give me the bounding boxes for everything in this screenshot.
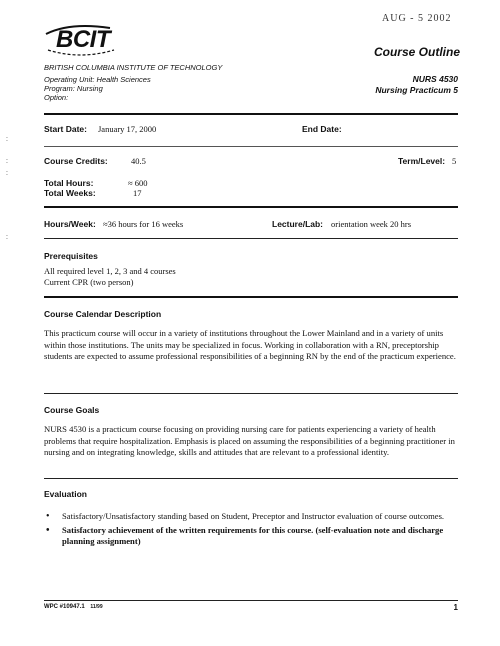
evaluation-item: • Satisfactory/Unsatisfactory standing based on Student, Preceptor and Instructor evaluation of course outcomes. xyxy=(44,511,458,523)
divider xyxy=(44,146,458,147)
divider xyxy=(44,113,458,115)
scan-mark: : xyxy=(6,170,8,177)
footer-divider xyxy=(44,600,458,601)
prerequisite-item: Current CPR (two person) xyxy=(44,277,134,287)
end-date-label: End Date: xyxy=(302,124,342,134)
option: Option: xyxy=(44,93,69,102)
doc-id: WPC #10947.1 xyxy=(44,604,85,610)
divider xyxy=(44,206,458,208)
scan-mark: : xyxy=(6,158,8,165)
start-date-value: January 17, 2000 xyxy=(98,124,157,134)
evaluation-heading: Evaluation xyxy=(44,489,87,499)
calendar-heading: Course Calendar Description xyxy=(44,309,162,319)
document-type: Course Outline xyxy=(373,45,460,59)
prerequisites-heading: Prerequisites xyxy=(44,251,98,261)
total-weeks-value: 17 xyxy=(133,188,142,198)
hours-week-label: Hours/Week: xyxy=(44,219,96,229)
hours-week-value: ≈36 hours for 16 weeks xyxy=(103,219,184,229)
credits-value: 40.5 xyxy=(131,156,146,166)
credits-label: Course Credits: xyxy=(44,156,108,166)
institute-name: BRITISH COLUMBIA INSTITUTE OF TECHNOLOGY xyxy=(44,63,223,72)
scan-mark: : xyxy=(6,234,8,241)
goals-heading: Course Goals xyxy=(44,405,100,415)
scan-mark: : xyxy=(6,136,8,143)
calendar-description: This practicum course will occur in a variety of institutions throughout the Lower Mainland and in a variety of units within those institutions. The units may be specialized in focus. Working in collaboration with a RN, preceptorship students are expected to assume professional responsibilities of a beginning RN by the end of the practicum experience. xyxy=(44,328,456,361)
term-label: Term/Level: xyxy=(398,156,446,166)
evaluation-item: • Satisfactory achievement of the written requirements for this course. (self-evaluation note and discharge planning assignment) xyxy=(44,525,458,548)
start-date-label: Start Date: xyxy=(44,124,87,134)
program: Program: Nursing xyxy=(44,84,103,93)
footer-doc-id xyxy=(44,604,103,610)
prerequisite-item: All required level 1, 2, 3 and 4 courses xyxy=(44,266,176,276)
bcit-logo xyxy=(40,20,122,60)
divider xyxy=(44,393,458,394)
lecture-lab-value: orientation week 20 hrs xyxy=(331,219,412,229)
doc-date: 11/99 xyxy=(90,604,103,610)
divider xyxy=(44,238,458,239)
lecture-lab-label: Lecture/Lab: xyxy=(272,219,324,229)
page-number: 1 xyxy=(453,603,458,612)
course-code: NURS 4530 xyxy=(412,74,458,84)
total-weeks-label: Total Weeks: xyxy=(44,188,96,198)
goals-description: NURS 4530 is a practicum course focusing on providing nursing care for patients experiencing a variety of health problems that require hospitalization. Emphasis is placed on assuming the responsibilities of a beginning practitioner in nursing and on integrating knowledge, skills and attitudes that are relevant to a professional identity. xyxy=(44,424,455,457)
total-hours-label: Total Hours: xyxy=(44,178,94,188)
course-name: Nursing Practicum 5 xyxy=(375,85,458,95)
evaluation-list xyxy=(44,511,458,550)
logo-text: BCIT xyxy=(56,26,110,53)
total-hours-value: ≈ 600 xyxy=(128,178,148,188)
divider xyxy=(44,296,458,298)
divider xyxy=(44,478,458,479)
term-value: 5 xyxy=(452,156,457,166)
operating-unit: Operating Unit: Health Sciences xyxy=(44,75,151,84)
received-stamp: AUG - 5 2002 xyxy=(382,13,452,24)
